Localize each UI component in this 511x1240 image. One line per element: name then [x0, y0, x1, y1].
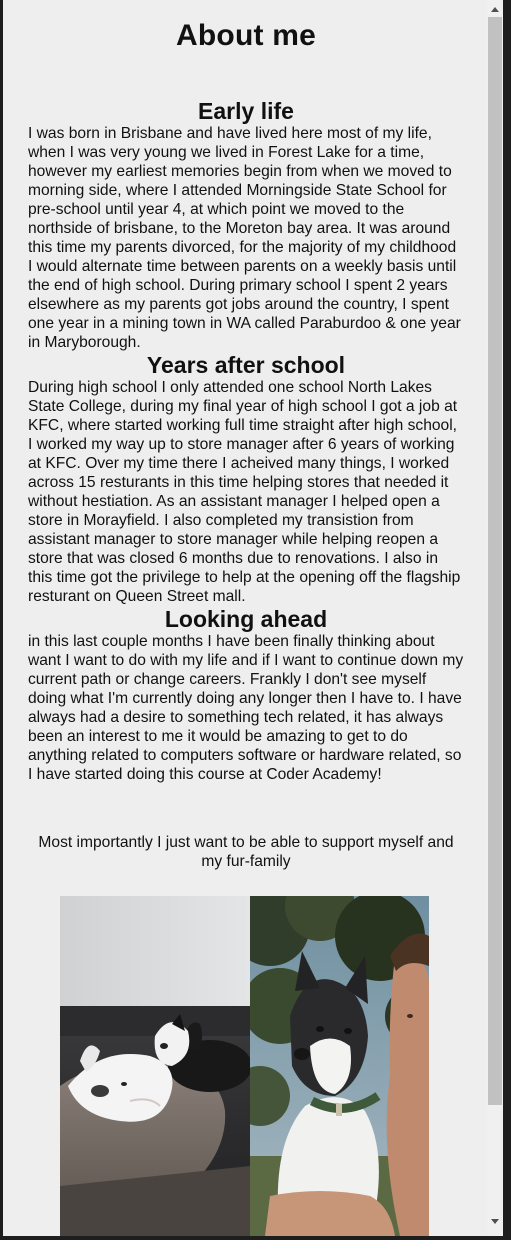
- scroll-thumb[interactable]: [488, 17, 502, 1105]
- section-heading-years-after-school: Years after school: [146, 352, 346, 378]
- closing-statement: Most importantly I just want to be able to support myself and my fur-family: [38, 834, 454, 870]
- section-heading-early-life: Early life: [198, 98, 294, 124]
- vertical-scrollbar[interactable]: [487, 0, 503, 1236]
- page-content: [28, 0, 464, 871]
- window-bottom-edge: [0, 1236, 511, 1240]
- section-body-years-after-school: During high school I only attended one school North Lakes State College, during my final year of high school I got a job at KFC, where started working full time straight after high school, I worked my way up to store manager after 6 years of working at KFC. Over my time there I acheived many things, I worked across 15 resturants in this time helping stores that needed it without hestiation. As an assistant manager I helped open a store in Morayfield. I also completed my transistion from assistant manager to store manager while helping reopen a store that was closed 6 months due to renovations. I also in this time got the privilege to help at the opening off the flagship resturant on Queen Street mall.: [28, 379, 461, 605]
- fur-family-photos: [60, 896, 429, 1236]
- section-body-early-life: I was born in Brisbane and have lived here most of my life, when I was very young we lived in Forest Lake for a time, however my earliest memories begin from when we moved to morning side, where I attended Morningside State School for pre-school until year 4, at which point we moved to the northside of brisbane, to the Moreton bay area. It was around this time my parents divorced, for the majority of my childhood I would alternate time between parents on a weekly basis until the end of high school. During primary school I spent 2 years elsewhere as my parents got jobs around the country, I spent one year in a mining town in WA called Paraburdoo & one year in Maryborough.: [28, 125, 461, 351]
- section-heading-looking-ahead: Looking ahead: [164, 606, 328, 632]
- photo-dogs-on-couch: [60, 896, 250, 1236]
- photo-husky-selfie: [250, 896, 429, 1236]
- page-title: About me: [176, 19, 316, 52]
- triangle-up-icon: [491, 6, 499, 12]
- scroll-up-button[interactable]: [487, 1, 503, 17]
- about-page: [3, 0, 487, 1236]
- window-edge: [503, 0, 511, 1240]
- triangle-down-icon: [491, 1219, 499, 1225]
- section-body-looking-ahead: in this last couple months I have been finally thinking about want I want to do with my life and if I want to continue down my current path or change careers. Frankly I don't see myself doing what I'm currently doing any longer then I have to. I have always had a desire to something tech related, it has always been an interest to me it would be amazing to get to do anything related to computers software or hardware related, so I have started doing this course at Coder Academy!: [28, 633, 464, 783]
- scroll-down-button[interactable]: [487, 1214, 503, 1230]
